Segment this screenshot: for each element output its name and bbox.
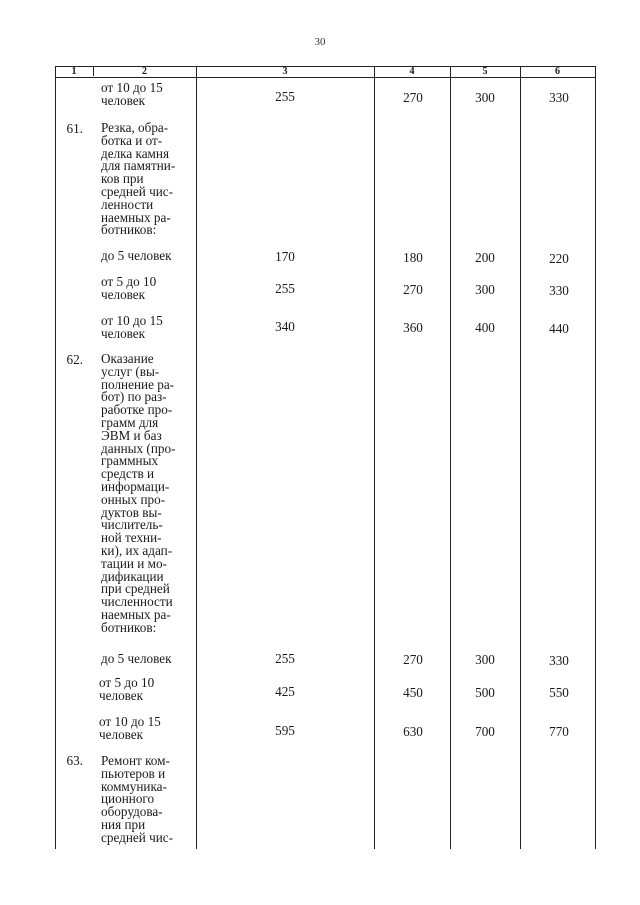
row-8-description: от 10 до 15 человек: [99, 714, 161, 742]
table-right-border: [595, 66, 596, 849]
col3-divider: [374, 66, 375, 849]
row-7-col6: 550: [549, 685, 569, 700]
row-0-col3: 255: [275, 89, 295, 104]
row-8-col6: 770: [549, 724, 569, 739]
row-4-col4: 360: [403, 320, 423, 335]
row-3-col3: 255: [275, 281, 295, 296]
header-col-5: 5: [482, 66, 488, 77]
row-1-number: 61.: [66, 121, 83, 136]
row-6-col5: 300: [475, 652, 495, 667]
row-3-description: от 5 до 10 человек: [101, 274, 157, 302]
table-left-border: [55, 66, 56, 849]
row-0-description: от 10 до 15 человек: [101, 80, 163, 108]
row-2-col3: 170: [275, 249, 295, 264]
header-bottom-border: [55, 77, 596, 78]
row-6-description: до 5 человек: [101, 651, 172, 666]
col2-divider: [196, 66, 197, 849]
row-9-number: 63.: [66, 753, 83, 768]
row-7-col3: 425: [275, 684, 295, 699]
col4-divider: [450, 66, 451, 849]
page-number: 30: [314, 36, 326, 48]
row-7-description: от 5 до 10 человек: [99, 675, 155, 703]
row-7-col5: 500: [475, 685, 495, 700]
col5-divider: [520, 66, 521, 849]
row-9-description: Ремонт ком- пьютеров и коммуника- ционного оборудова- ния при средней чис-: [101, 753, 174, 845]
row-3-col4: 270: [403, 282, 423, 297]
header-col-6: 6: [555, 66, 560, 77]
row-2-col6: 220: [549, 251, 569, 266]
row-0-col6: 330: [549, 90, 569, 105]
row-4-col3: 340: [275, 319, 295, 334]
row-2-col5: 200: [475, 250, 495, 265]
row-1-description: Резка, обра- ботка и от- делка камня для памятни- ков при средней чис- ленности наемных ра- ботников:: [101, 120, 176, 238]
row-5-description: Оказание услуг (вы- полнение ра- бот) по раз- работке про- грамм для ЭВМ и баз данных (про- граммных средств и информаци- онных про- дуктов вы- числитель- ной техни- ки), их адап- тации и мо- дификации при средней численности наемных ра- ботников:: [101, 351, 176, 635]
row-8-col3: 595: [275, 723, 295, 738]
header-col-3: 3: [282, 66, 288, 77]
row-3-col6: 330: [549, 283, 569, 298]
row-3-col5: 300: [475, 282, 495, 297]
row-8-col5: 700: [475, 724, 495, 739]
header-col-1: 1: [71, 66, 77, 77]
row-2-description: до 5 человек: [101, 248, 172, 263]
row-7-col4: 450: [403, 685, 423, 700]
row-6-col6: 330: [549, 653, 569, 668]
tariff-table: [55, 66, 596, 849]
row-4-col5: 400: [475, 320, 495, 335]
row-5-number: 62.: [66, 352, 83, 367]
row-4-col6: 440: [549, 321, 569, 336]
row-6-col4: 270: [403, 652, 423, 667]
row-4-description: от 10 до 15 человек: [101, 313, 163, 341]
header-col-2: 2: [142, 66, 147, 77]
header-col-4: 4: [409, 66, 415, 77]
row-6-col3: 255: [275, 651, 295, 666]
row-8-col4: 630: [403, 724, 423, 739]
row-0-col4: 270: [403, 90, 423, 105]
row-0-col5: 300: [475, 90, 495, 105]
row-2-col4: 180: [403, 250, 423, 265]
